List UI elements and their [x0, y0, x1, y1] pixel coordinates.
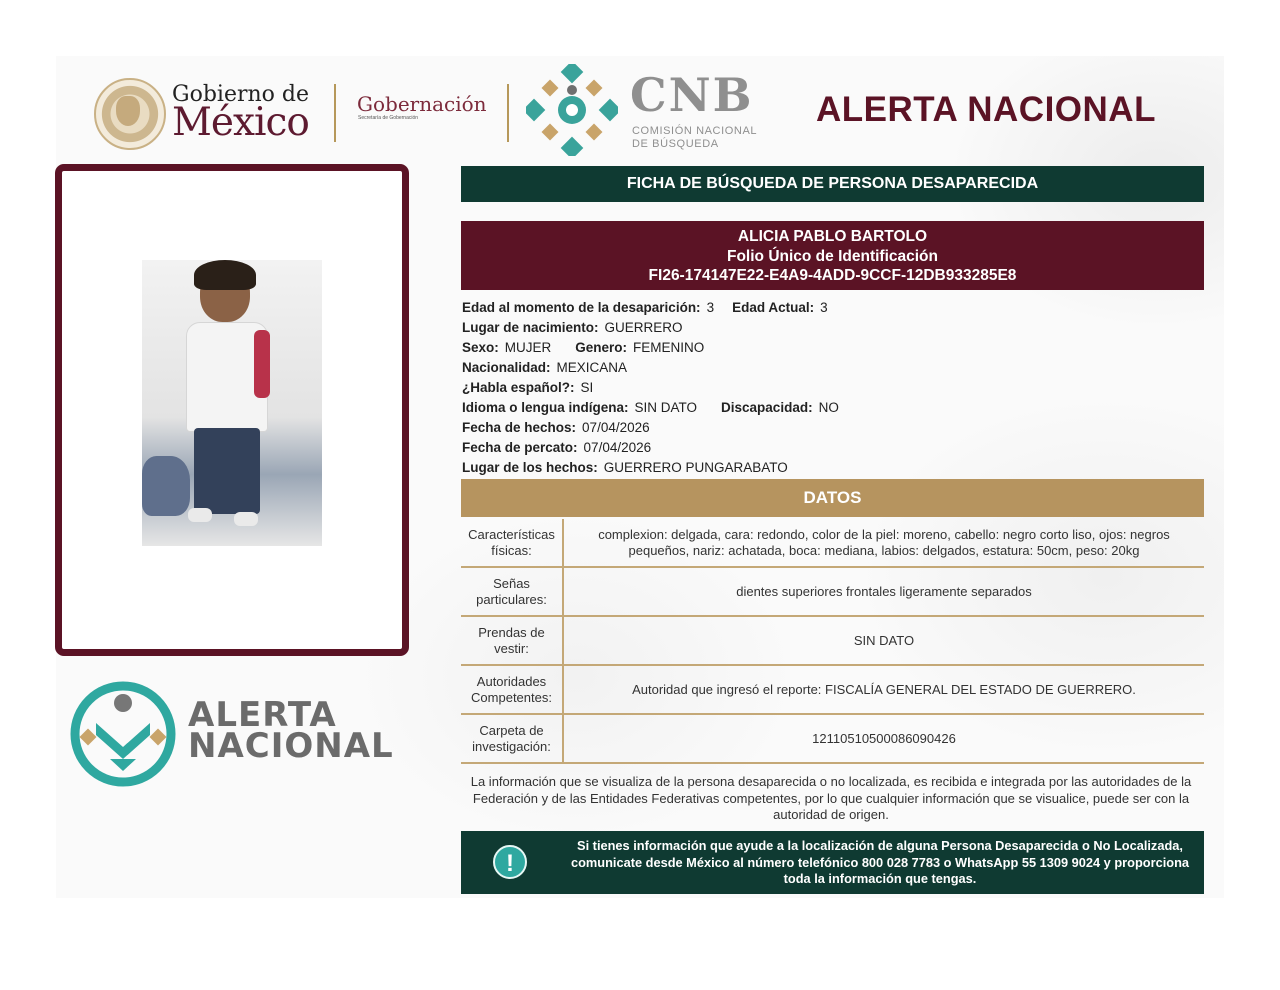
info-row-nacimiento [462, 318, 1204, 338]
exclamation-icon: ! [493, 845, 527, 879]
edad-desaparicion-label: Edad al momento de la desaparición: [462, 300, 701, 315]
datos-title-bar: DATOS [461, 479, 1204, 517]
datos-row-label: Autoridades Competentes: [461, 666, 564, 713]
datos-row-value: 12110510500086090426 [812, 730, 956, 746]
datos-row-label: Características físicas: [461, 519, 564, 566]
person-name: ALICIA PABLO BARTOLO [737, 228, 928, 245]
contact-banner [461, 831, 1204, 894]
disclaimer-text: La información que se visualiza de la persona desaparecida o no localizada, es recibida e integrada por las autoridades de la Federación y de las Entidades Federativas competentes, por lo que cualquier información que se visualice, puede ser con la autoridad de origen. [470, 774, 1192, 822]
folio-label: Folio Único de Identificación [727, 247, 938, 265]
alerta-nacional-heading: ALERTA NACIONAL [816, 90, 1156, 129]
info-row-nacionalidad [462, 358, 1204, 378]
person-info [462, 298, 1204, 478]
nacionalidad-label: Nacionalidad: [462, 360, 551, 375]
fecha-percato-label: Fecha de percato: [462, 440, 578, 455]
table-row [461, 666, 1204, 715]
alerta-nacional-logo-icon [70, 681, 176, 787]
datos-row-label: Prendas de vestir: [461, 617, 564, 664]
table-row [461, 617, 1204, 666]
fecha-percato-value: 07/04/2026 [583, 440, 652, 455]
nacionalidad-value: MEXICANA [556, 360, 628, 375]
folio-number: FI26-174147E22-E4A9-4ADD-9CCF-12DB933285E8 [648, 267, 1017, 284]
sexo-label: Sexo: [462, 340, 499, 355]
table-row [461, 715, 1204, 764]
cnb-logo-icon [526, 64, 618, 156]
genero-value: FEMENINO [633, 340, 705, 355]
table-row [461, 519, 1204, 568]
genero-label: Genero: [575, 340, 628, 355]
person-photo [142, 260, 322, 546]
info-row-habla [462, 378, 1204, 398]
datos-row-value: dientes superiores frontales ligeramente separados [736, 583, 1032, 599]
edad-actual-label: Edad Actual: [732, 300, 815, 315]
datos-row-label: Señas particulares: [461, 568, 564, 615]
fecha-hechos-value: 07/04/2026 [582, 420, 650, 435]
table-row [461, 568, 1204, 617]
info-row-sexo [462, 338, 1204, 358]
datos-row-value: complexion: delgada, cara: redondo, color de la piel: moreno, cabello: negro corto liso, ojos: negros pequeños, nariz: achatada, boca: mediana, labios: delgados, estatura: 50cm, peso: 20kg [598, 526, 1170, 558]
fecha-hechos-label: Fecha de hechos: [462, 420, 577, 435]
datos-row-value: Autoridad que ingresó el reporte: FISCALÍA GENERAL DEL ESTADO DE GUERRERO. [632, 681, 1136, 697]
mexico-seal-icon [94, 78, 166, 150]
info-row-fecha-hechos [462, 418, 1204, 438]
sexo-value: MUJER [504, 340, 552, 355]
info-row-fecha-percato [462, 438, 1204, 458]
datos-table [461, 519, 1204, 764]
gobernacion-subtitle: Secretaría de Gobernación [358, 115, 419, 121]
idioma-label: Idioma o lengua indígena: [462, 400, 629, 415]
contact-text: Si tienes información que ayude a la localización de alguna Persona Desaparecida o No Localizada, comunicate desde México al número telefónico 800 028 7783 o WhatsApp 55 1309 9024 y proporciona toda la información que tengas. [570, 838, 1190, 886]
habla-value: SI [580, 380, 594, 395]
cnb-title: CNB [630, 68, 754, 122]
info-row-idioma [462, 398, 1204, 418]
lugar-hechos-label: Lugar de los hechos: [462, 460, 598, 475]
info-row-lugar-hechos [462, 458, 1204, 478]
gobierno-line1: Gobierno de [172, 82, 309, 107]
gobernacion-logo-text: Gobernación [357, 92, 487, 116]
datos-row-label: Carpeta de investigación: [461, 715, 564, 762]
ficha-title-bar: FICHA DE BÚSQUEDA DE PERSONA DESAPARECIDA [461, 166, 1204, 202]
header-divider [334, 84, 336, 142]
person-name-block [461, 221, 1204, 290]
gobierno-line2: México [172, 100, 309, 145]
lugar-nacimiento-label: Lugar de nacimiento: [462, 320, 599, 335]
header-divider [507, 84, 509, 142]
lugar-nacimiento-value: GUERRERO [604, 320, 683, 335]
cnb-subtitle: COMISIÓN NACIONAL DE BÚSQUEDA [632, 125, 758, 150]
edad-actual-value: 3 [820, 300, 828, 315]
datos-row-value: SIN DATO [853, 632, 915, 648]
idioma-value: SIN DATO [634, 400, 698, 415]
logo-line2: NACIONAL [188, 726, 394, 766]
alerta-nacional-logo-text [188, 695, 394, 766]
discapacidad-value: NO [818, 400, 839, 415]
logo-line1: ALERTA [188, 695, 337, 735]
edad-desaparicion-value: 3 [706, 300, 715, 315]
discapacidad-label: Discapacidad: [721, 400, 813, 415]
info-row-edad [462, 298, 1204, 318]
habla-label: ¿Habla español?: [462, 380, 575, 395]
lugar-hechos-value: GUERRERO PUNGARABATO [603, 460, 788, 475]
